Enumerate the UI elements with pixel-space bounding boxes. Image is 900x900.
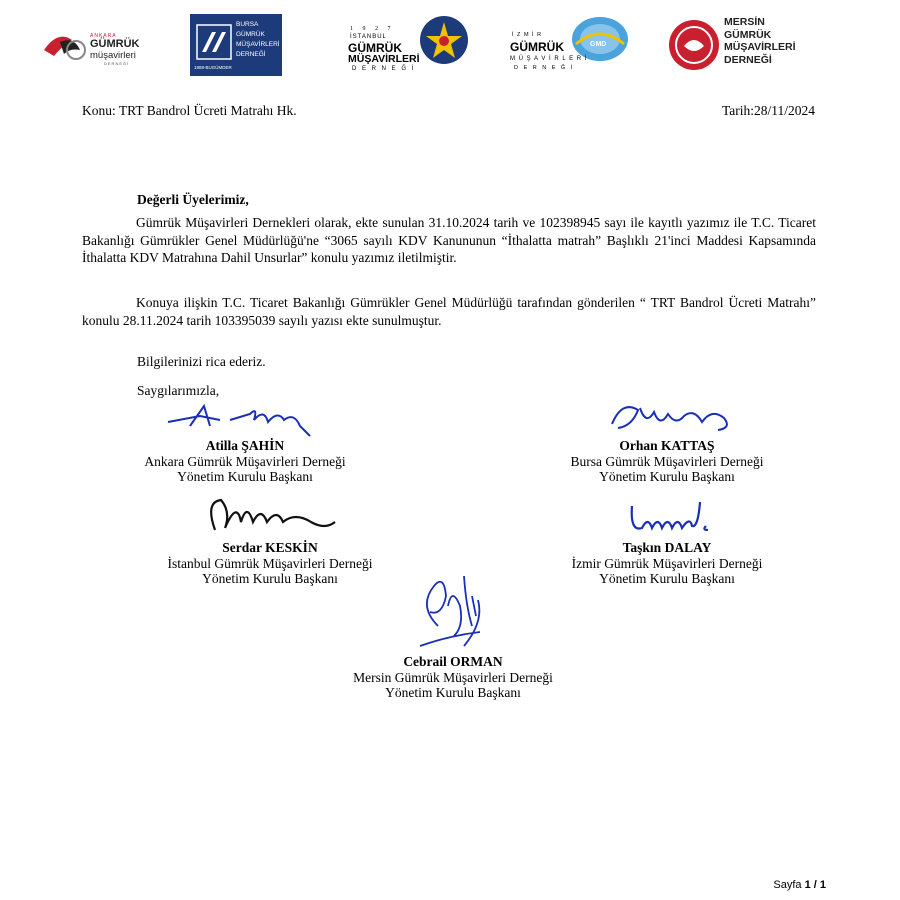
signature-mersin-image <box>368 566 538 654</box>
signatory-title: Yönetim Kurulu Başkanı <box>385 685 521 700</box>
date-line: Tarih:28/11/2024 <box>721 103 815 118</box>
signatory-title: Yönetim Kurulu Başkanı <box>202 571 338 586</box>
body-paragraph-2: Konuya ilişkin T.C. Ticaret Bakanlığı Gümrükler Genel Müdürlüğü tarafından gönderilen “ TRT Bandrol Ücreti Matrahı” konulu 28.11.2024 tarih 103395039 sayılı yazısı ekte sunulmuştur. <box>82 295 816 328</box>
izmir-logo-line2: GÜMRÜK <box>510 40 564 54</box>
body-paragraph-1: Gümrük Müşavirleri Dernekleri olarak, ekte sunulan 31.10.2024 tarih ve 102398945 sayı ile kayıtlı yazımız ile T.C. Ticaret Bakanlığı Gümrükler Genel Müdürlüğü'ne “3065 sayılı KDV Kanununun “İthalatta matrah” Başlıklı 21'inci Maddesi Kapsamında İthalatta KDV Matrahına Dahil Unsurlar” konulu yazımız iletilmiştir. <box>82 215 816 265</box>
signatory-name: Taşkın DALAY <box>622 540 712 555</box>
signatory-name: Serdar KESKİN <box>222 540 318 555</box>
izmir-association-logo <box>508 14 632 76</box>
mersin-logo-text <box>724 16 796 66</box>
signatory-org: Mersin Gümrük Müşavirleri Derneği <box>353 669 553 685</box>
bursa-logo-line1: BURSA <box>236 21 259 28</box>
signatory-ankara <box>100 396 390 485</box>
signatory-org: İstanbul Gümrük Müşavirleri Derneği <box>167 555 373 571</box>
istanbul-logo-line4: D E R N E Ğ İ <box>352 66 416 72</box>
bursa-logo-line2: GÜMRÜK <box>236 31 265 38</box>
bursa-logo-text <box>236 20 280 60</box>
izmir-logo-line4: D E R N E Ğ İ <box>514 65 575 71</box>
ankara-logo-line2: GÜMRÜK <box>90 38 140 50</box>
signatory-bursa <box>522 396 812 485</box>
closing-thanks: Bilgilerinizi rica ederiz. <box>137 354 266 369</box>
signature-ankara-image <box>160 396 330 438</box>
ankara-logo-line4: DERNEĞİ <box>104 61 130 66</box>
closing-regards: Saygılarımızla, <box>137 383 220 398</box>
signature-bursa-image <box>582 396 752 438</box>
mersin-logo-line4: DERNEĞİ <box>724 53 772 66</box>
istanbul-logo-line2: GÜMRÜK <box>348 41 402 55</box>
signature-izmir-image <box>582 492 752 540</box>
ankara-logo-line1: ANKARA <box>90 33 117 39</box>
izmir-logo-badge: GMD <box>590 41 607 48</box>
page-count: 1 / 1 <box>804 879 826 891</box>
bursa-logo-line3: MÜŞAVİRLERİ <box>236 41 280 48</box>
signatory-name: Cebrail ORMAN <box>403 654 503 669</box>
mersin-logo-line2: GÜMRÜK <box>724 28 772 41</box>
mersin-logo-line3: MÜŞAVİRLERİ <box>724 41 796 53</box>
subject-line: Konu: TRT Bandrol Ücreti Matrahı Hk. <box>82 103 297 118</box>
bursa-association-logo <box>190 14 282 76</box>
signatory-org: Ankara Gümrük Müşavirleri Derneği <box>144 453 346 469</box>
signatory-title: Yönetim Kurulu Başkanı <box>599 469 735 484</box>
istanbul-logo-line3: MÜŞAVİRLERİ <box>348 53 420 65</box>
mersin-logo-line1: MERSİN <box>724 16 765 28</box>
page-label: Sayfa <box>773 879 802 891</box>
signatory-name: Atilla ŞAHİN <box>205 438 285 453</box>
greeting: Değerli Üyelerimiz, <box>137 192 249 207</box>
signatory-title: Yönetim Kurulu Başkanı <box>599 571 735 586</box>
signatory-name: Orhan KATTAŞ <box>619 438 715 453</box>
ankara-logo-line3: müşavirleri <box>90 50 136 61</box>
izmir-logo-line3: M Ü Ş A V İ R L E R İ <box>510 56 588 62</box>
signature-istanbul-image <box>185 492 355 540</box>
bursa-logo-line4: DERNEĞİ <box>236 51 266 58</box>
signatory-org: Bursa Gümrük Müşavirleri Derneği <box>570 453 764 469</box>
istanbul-logo-line1: İSTANBUL <box>350 34 387 40</box>
istanbul-logo-year: 1 9 2 7 <box>350 26 395 32</box>
bursa-logo-year: 1988-BUGÜMDER <box>194 65 232 70</box>
istanbul-association-logo <box>346 14 470 76</box>
signatory-title: Yönetim Kurulu Başkanı <box>177 469 313 484</box>
page-number <box>773 879 826 891</box>
mersin-association-logo <box>668 14 803 76</box>
signatory-mersin <box>308 566 598 701</box>
signatory-org: İzmir Gümrük Müşavirleri Derneği <box>571 555 763 571</box>
ankara-association-logo <box>40 20 150 70</box>
izmir-logo-line1: İ Z M İ R <box>512 32 543 38</box>
